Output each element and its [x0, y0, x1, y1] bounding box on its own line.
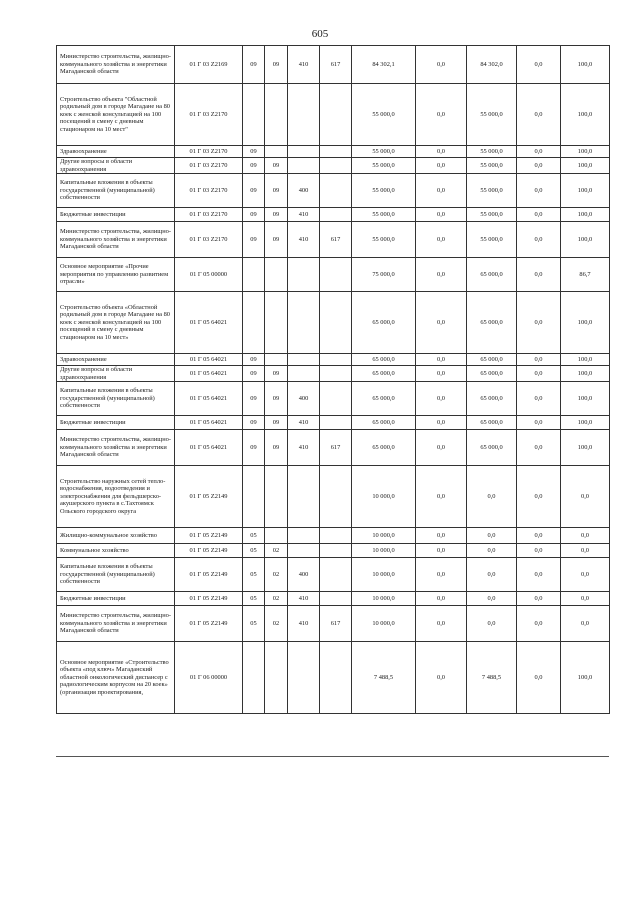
- table-row: [57, 46, 610, 84]
- row-expense-type: [288, 84, 320, 146]
- row-expense-type: [288, 642, 320, 714]
- row-value-2: 0,0: [416, 46, 467, 84]
- table-row: [57, 292, 610, 354]
- row-percent: 100,0: [561, 84, 610, 146]
- row-admin-code: [320, 592, 352, 606]
- row-executed: 0,0: [467, 544, 517, 558]
- row-name: Министерство строительства, жилищно-коммунального хозяйства и энергетики Магаданской области: [57, 430, 175, 466]
- row-subsection: 09: [265, 430, 288, 466]
- row-value-4: 0,0: [517, 528, 561, 544]
- row-section: 09: [243, 416, 265, 430]
- row-name: Капитальные вложения в объекты государственной (муниципальной) собственности: [57, 174, 175, 208]
- row-subsection: 09: [265, 174, 288, 208]
- row-section: [243, 258, 265, 292]
- row-admin-code: [320, 528, 352, 544]
- row-value-4: 0,0: [517, 366, 561, 382]
- row-code: 01 Г 03 Z2170: [175, 84, 243, 146]
- row-executed: 0,0: [467, 558, 517, 592]
- row-percent: 100,0: [561, 292, 610, 354]
- table-row: [57, 528, 610, 544]
- row-subsection: 02: [265, 606, 288, 642]
- table-row: [57, 466, 610, 528]
- row-name: Другие вопросы в области здравоохранения: [57, 158, 175, 174]
- row-percent: 100,0: [561, 382, 610, 416]
- row-percent: 100,0: [561, 46, 610, 84]
- budget-table: [56, 45, 610, 714]
- row-section: 09: [243, 146, 265, 158]
- row-expense-type: [288, 528, 320, 544]
- row-expense-type: 410: [288, 208, 320, 222]
- row-value-4: 0,0: [517, 382, 561, 416]
- row-section: 09: [243, 46, 265, 84]
- row-section: 09: [243, 382, 265, 416]
- row-section: [243, 292, 265, 354]
- row-admin-code: [320, 366, 352, 382]
- row-value-4: 0,0: [517, 146, 561, 158]
- row-executed: 7 488,5: [467, 642, 517, 714]
- row-percent: 0,0: [561, 592, 610, 606]
- row-name: Строительство объекта «Областной родильный дом в городе Магадане на 80 коек с женской консультацией на 100 посещений в смену с дневным стационаром на 10 мест»: [57, 292, 175, 354]
- row-subsection: 09: [265, 222, 288, 258]
- row-code: 01 Г 03 Z2170: [175, 158, 243, 174]
- row-name: Бюджетные инвестиции: [57, 416, 175, 430]
- row-planned: 65 000,0: [352, 416, 416, 430]
- row-planned: 55 000,0: [352, 222, 416, 258]
- row-planned: 55 000,0: [352, 146, 416, 158]
- row-executed: 65 000,0: [467, 430, 517, 466]
- row-executed: 0,0: [467, 528, 517, 544]
- row-executed: 65 000,0: [467, 258, 517, 292]
- row-value-2: 0,0: [416, 416, 467, 430]
- row-code: 01 Г 05 00000: [175, 258, 243, 292]
- row-value-4: 0,0: [517, 258, 561, 292]
- row-value-4: 0,0: [517, 466, 561, 528]
- table-row: [57, 382, 610, 416]
- row-name: Министерство строительства, жилищно-коммунального хозяйства и энергетики Магаданской области: [57, 46, 175, 84]
- row-expense-type: 410: [288, 430, 320, 466]
- table-row: [57, 642, 610, 714]
- row-executed: 65 000,0: [467, 354, 517, 366]
- row-section: 05: [243, 544, 265, 558]
- table-row: [57, 146, 610, 158]
- row-name: Капитальные вложения в объекты государственной (муниципальной) собственности: [57, 382, 175, 416]
- row-section: 09: [243, 208, 265, 222]
- row-name: Бюджетные инвестиции: [57, 208, 175, 222]
- row-expense-type: 410: [288, 606, 320, 642]
- row-name: Капитальные вложения в объекты государственной (муниципальной) собственности: [57, 558, 175, 592]
- row-subsection: [265, 354, 288, 366]
- row-percent: 0,0: [561, 466, 610, 528]
- row-name: Министерство строительства, жилищно-коммунального хозяйства и энергетики Магаданской области: [57, 606, 175, 642]
- row-subsection: 09: [265, 208, 288, 222]
- row-percent: 100,0: [561, 222, 610, 258]
- row-code: 01 Г 03 Z2170: [175, 146, 243, 158]
- row-name: Основное мероприятие «Прочие мероприятия по управлению развитием отрасли»: [57, 258, 175, 292]
- row-value-2: 0,0: [416, 354, 467, 366]
- table-row: [57, 258, 610, 292]
- table-row: [57, 158, 610, 174]
- row-subsection: 09: [265, 366, 288, 382]
- row-percent: 100,0: [561, 366, 610, 382]
- row-planned: 10 000,0: [352, 592, 416, 606]
- row-section: 09: [243, 366, 265, 382]
- row-percent: 100,0: [561, 354, 610, 366]
- table-row: [57, 174, 610, 208]
- table-row: [57, 222, 610, 258]
- row-value-4: 0,0: [517, 592, 561, 606]
- row-code: 01 Г 05 64021: [175, 292, 243, 354]
- row-percent: 100,0: [561, 146, 610, 158]
- row-value-4: 0,0: [517, 354, 561, 366]
- row-expense-type: [288, 258, 320, 292]
- row-expense-type: [288, 544, 320, 558]
- row-planned: 10 000,0: [352, 606, 416, 642]
- row-admin-code: [320, 544, 352, 558]
- row-code: 01 Г 05 Z2149: [175, 606, 243, 642]
- row-value-2: 0,0: [416, 146, 467, 158]
- row-value-4: 0,0: [517, 84, 561, 146]
- row-percent: 100,0: [561, 642, 610, 714]
- row-planned: 65 000,0: [352, 354, 416, 366]
- row-value-2: 0,0: [416, 292, 467, 354]
- row-section: 09: [243, 174, 265, 208]
- row-executed: 0,0: [467, 606, 517, 642]
- row-expense-type: [288, 466, 320, 528]
- row-section: 09: [243, 158, 265, 174]
- row-planned: 84 302,1: [352, 46, 416, 84]
- row-percent: 100,0: [561, 174, 610, 208]
- row-admin-code: [320, 416, 352, 430]
- row-planned: 10 000,0: [352, 528, 416, 544]
- table-row: [57, 84, 610, 146]
- row-code: 01 Г 05 64021: [175, 430, 243, 466]
- row-value-2: 0,0: [416, 642, 467, 714]
- row-executed: 55 000,0: [467, 84, 517, 146]
- row-code: 01 Г 03 Z2170: [175, 174, 243, 208]
- row-expense-type: [288, 354, 320, 366]
- row-executed: 65 000,0: [467, 292, 517, 354]
- row-percent: 100,0: [561, 208, 610, 222]
- row-value-4: 0,0: [517, 174, 561, 208]
- table-row: [57, 558, 610, 592]
- row-executed: 65 000,0: [467, 366, 517, 382]
- row-name: Министерство строительства, жилищно-коммунального хозяйства и энергетики Магаданской области: [57, 222, 175, 258]
- row-code: 01 Г 05 64021: [175, 354, 243, 366]
- table-row: [57, 430, 610, 466]
- row-subsection: 09: [265, 416, 288, 430]
- row-executed: 55 000,0: [467, 174, 517, 208]
- row-planned: 55 000,0: [352, 174, 416, 208]
- row-subsection: [265, 528, 288, 544]
- row-admin-code: [320, 146, 352, 158]
- row-admin-code: [320, 354, 352, 366]
- table-row: [57, 208, 610, 222]
- row-executed: 0,0: [467, 592, 517, 606]
- row-value-2: 0,0: [416, 84, 467, 146]
- row-admin-code: 617: [320, 430, 352, 466]
- row-code: 01 Г 05 Z2149: [175, 466, 243, 528]
- row-subsection: 02: [265, 592, 288, 606]
- row-code: 01 Г 05 Z2149: [175, 544, 243, 558]
- row-admin-code: [320, 292, 352, 354]
- row-value-2: 0,0: [416, 544, 467, 558]
- row-executed: 65 000,0: [467, 416, 517, 430]
- row-expense-type: 410: [288, 222, 320, 258]
- row-value-4: 0,0: [517, 292, 561, 354]
- row-section: 09: [243, 354, 265, 366]
- row-admin-code: [320, 466, 352, 528]
- row-code: 01 Г 03 Z2170: [175, 208, 243, 222]
- row-executed: 55 000,0: [467, 208, 517, 222]
- row-admin-code: 617: [320, 606, 352, 642]
- row-planned: 10 000,0: [352, 544, 416, 558]
- row-planned: 55 000,0: [352, 208, 416, 222]
- row-name: Бюджетные инвестиции: [57, 592, 175, 606]
- row-value-2: 0,0: [416, 606, 467, 642]
- row-expense-type: [288, 146, 320, 158]
- row-executed: 55 000,0: [467, 158, 517, 174]
- row-value-2: 0,0: [416, 158, 467, 174]
- row-name: Строительство наружных сетей тепло-водоснабжения, водоотведения и электроснабжения для фельдшерско-акушерского пункта в с.Тахтоямск Ольского городского округа: [57, 466, 175, 528]
- row-expense-type: 410: [288, 592, 320, 606]
- row-subsection: [265, 146, 288, 158]
- row-value-4: 0,0: [517, 208, 561, 222]
- row-value-2: 0,0: [416, 208, 467, 222]
- row-expense-type: 400: [288, 174, 320, 208]
- row-value-4: 0,0: [517, 606, 561, 642]
- row-admin-code: [320, 84, 352, 146]
- row-value-4: 0,0: [517, 642, 561, 714]
- row-value-2: 0,0: [416, 258, 467, 292]
- row-value-4: 0,0: [517, 558, 561, 592]
- row-code: 01 Г 03 Z2170: [175, 222, 243, 258]
- row-value-4: 0,0: [517, 158, 561, 174]
- row-percent: 100,0: [561, 158, 610, 174]
- row-section: 09: [243, 222, 265, 258]
- row-code: 01 Г 05 64021: [175, 382, 243, 416]
- row-value-2: 0,0: [416, 528, 467, 544]
- row-admin-code: [320, 158, 352, 174]
- row-executed: 65 000,0: [467, 382, 517, 416]
- row-subsection: 09: [265, 158, 288, 174]
- page-number: 605: [311, 28, 329, 40]
- row-planned: 55 000,0: [352, 158, 416, 174]
- table-row: [57, 366, 610, 382]
- row-planned: 7 488,5: [352, 642, 416, 714]
- row-planned: 65 000,0: [352, 430, 416, 466]
- row-value-4: 0,0: [517, 544, 561, 558]
- row-section: 05: [243, 592, 265, 606]
- row-admin-code: [320, 642, 352, 714]
- row-percent: 0,0: [561, 544, 610, 558]
- row-expense-type: 410: [288, 416, 320, 430]
- row-value-2: 0,0: [416, 430, 467, 466]
- row-section: [243, 84, 265, 146]
- row-admin-code: [320, 258, 352, 292]
- row-admin-code: [320, 208, 352, 222]
- row-expense-type: [288, 158, 320, 174]
- row-section: 05: [243, 528, 265, 544]
- table-row: [57, 354, 610, 366]
- row-percent: 0,0: [561, 606, 610, 642]
- row-value-2: 0,0: [416, 222, 467, 258]
- row-name: Здравоохранение: [57, 354, 175, 366]
- row-value-4: 0,0: [517, 430, 561, 466]
- row-planned: 65 000,0: [352, 366, 416, 382]
- row-subsection: [265, 642, 288, 714]
- row-section: 05: [243, 558, 265, 592]
- row-expense-type: [288, 292, 320, 354]
- row-value-2: 0,0: [416, 366, 467, 382]
- row-code: 01 Г 05 Z2149: [175, 558, 243, 592]
- row-expense-type: 400: [288, 382, 320, 416]
- row-executed: 55 000,0: [467, 146, 517, 158]
- row-admin-code: 617: [320, 46, 352, 84]
- row-percent: 86,7: [561, 258, 610, 292]
- row-name: Жилищно-коммунальное хозяйство: [57, 528, 175, 544]
- row-section: 05: [243, 606, 265, 642]
- row-name: Другие вопросы в области здравоохранения: [57, 366, 175, 382]
- row-subsection: 02: [265, 558, 288, 592]
- row-percent: 100,0: [561, 416, 610, 430]
- row-section: [243, 642, 265, 714]
- row-value-4: 0,0: [517, 416, 561, 430]
- row-value-4: 0,0: [517, 222, 561, 258]
- row-name: Строительство объекта "Областной родильный дом в городе Магадане на 80 коек с женской консультацией на 100 посещений в смену с дневным стационаром на 10 мест": [57, 84, 175, 146]
- row-section: 09: [243, 430, 265, 466]
- row-code: 01 Г 05 64021: [175, 416, 243, 430]
- row-expense-type: 400: [288, 558, 320, 592]
- row-percent: 0,0: [561, 558, 610, 592]
- row-planned: 65 000,0: [352, 382, 416, 416]
- row-code: 01 Г 03 Z2169: [175, 46, 243, 84]
- row-executed: 0,0: [467, 466, 517, 528]
- row-name: Здравоохранение: [57, 146, 175, 158]
- row-value-2: 0,0: [416, 558, 467, 592]
- row-expense-type: 410: [288, 46, 320, 84]
- row-subsection: 09: [265, 382, 288, 416]
- row-subsection: [265, 258, 288, 292]
- row-subsection: 09: [265, 46, 288, 84]
- row-subsection: [265, 292, 288, 354]
- row-planned: 75 000,0: [352, 258, 416, 292]
- row-value-2: 0,0: [416, 382, 467, 416]
- row-value-2: 0,0: [416, 174, 467, 208]
- row-admin-code: [320, 382, 352, 416]
- row-admin-code: [320, 174, 352, 208]
- row-value-2: 0,0: [416, 592, 467, 606]
- row-code: 01 Г 06 00000: [175, 642, 243, 714]
- row-code: 01 Г 05 64021: [175, 366, 243, 382]
- table-row: [57, 592, 610, 606]
- table-row: [57, 606, 610, 642]
- row-subsection: [265, 84, 288, 146]
- row-value-4: 0,0: [517, 46, 561, 84]
- row-expense-type: [288, 366, 320, 382]
- row-name: Основное мероприятие «Строительство объекта «под ключ» Магаданский областной онкологический диспансер с радиологическим корпусом на 20 коек» (организация проектирования,: [57, 642, 175, 714]
- row-planned: 55 000,0: [352, 84, 416, 146]
- row-admin-code: [320, 558, 352, 592]
- row-section: [243, 466, 265, 528]
- row-planned: 65 000,0: [352, 292, 416, 354]
- footer-divider: [56, 756, 609, 757]
- table-row: [57, 416, 610, 430]
- row-name: Коммунальное хозяйство: [57, 544, 175, 558]
- row-code: 01 Г 05 Z2149: [175, 528, 243, 544]
- row-value-2: 0,0: [416, 466, 467, 528]
- row-executed: 84 302,0: [467, 46, 517, 84]
- row-percent: 0,0: [561, 528, 610, 544]
- row-planned: 10 000,0: [352, 466, 416, 528]
- row-admin-code: 617: [320, 222, 352, 258]
- row-executed: 55 000,0: [467, 222, 517, 258]
- row-code: 01 Г 05 Z2149: [175, 592, 243, 606]
- row-planned: 10 000,0: [352, 558, 416, 592]
- table-row: [57, 544, 610, 558]
- row-percent: 100,0: [561, 430, 610, 466]
- row-subsection: 02: [265, 544, 288, 558]
- row-subsection: [265, 466, 288, 528]
